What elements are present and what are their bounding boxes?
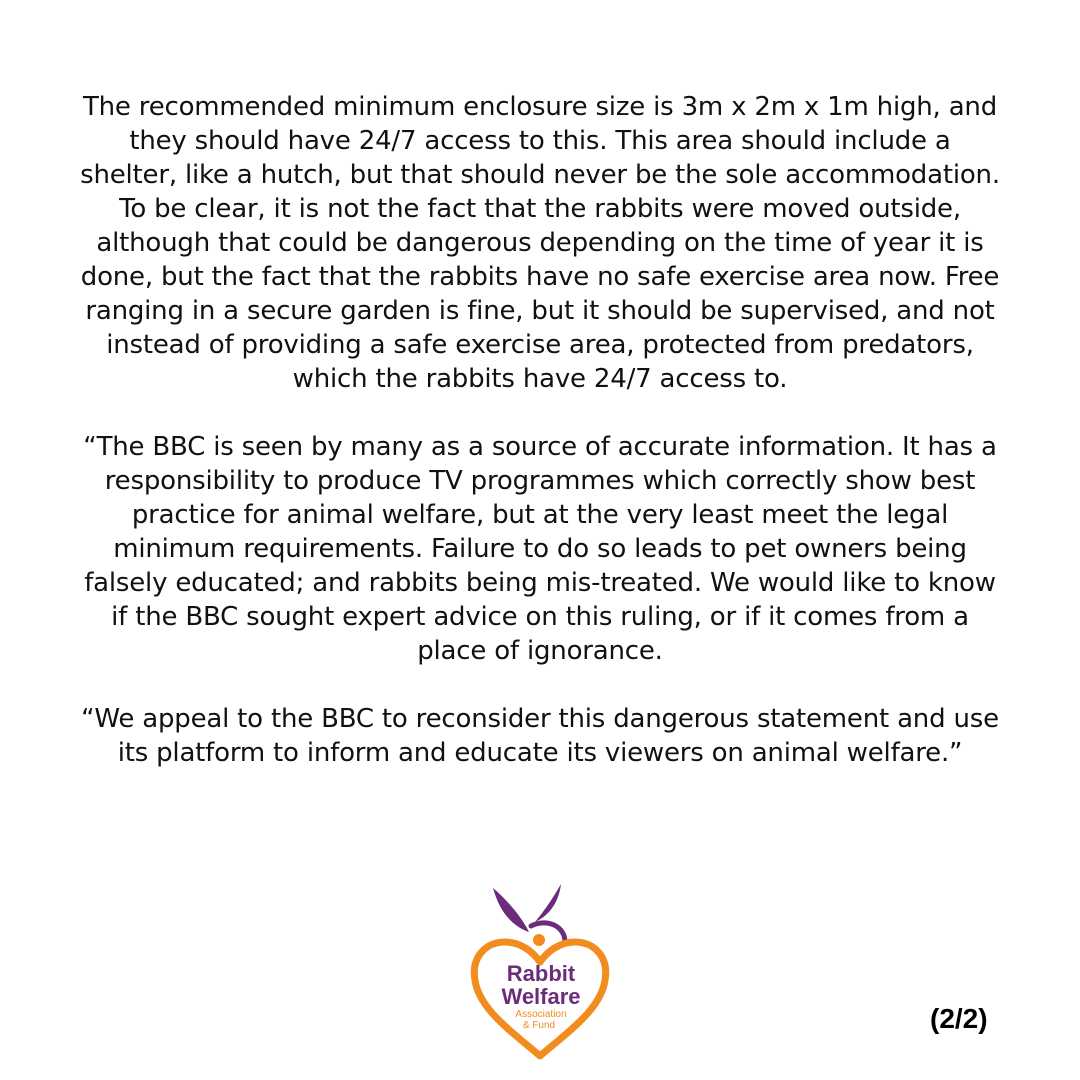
paragraph-gap (80, 396, 1000, 430)
rabbit-ear-right-icon (535, 884, 561, 922)
logo-line-association: Association (515, 1009, 567, 1020)
paragraph-gap (80, 668, 1000, 702)
logo-line-rabbit: Rabbit (506, 961, 576, 986)
rabbit-nose-icon (533, 934, 545, 946)
rabbit-ear-left-icon (493, 888, 529, 932)
logo-line-fund: & Fund (522, 1020, 556, 1031)
page-indicator: (2/2) (930, 1003, 988, 1034)
article-body (80, 90, 1000, 770)
rabbit-welfare-logo (465, 880, 615, 1064)
paragraph-enclosure: The recommended minimum enclosure size is 3m x 2m x 1m high, and they should have 24/7 access to this. This area should include a shelter, like a hutch, but that should never be the sole accommodation. To be clear, it is not the fact that the rabbits were moved outside, although that could be dangerous depending on the time of year it is done, but the fact that the rabbits have no safe exercise area now. Free ranging in a secure garden is fine, but it should be supervised, and not instead of providing a safe exercise area, protected from predators, which the rabbits have 24/7 access to. (80, 92, 1000, 394)
paragraph-appeal: “We appeal to the BBC to reconsider this dangerous statement and use its platform to inform and educate its viewers on animal welfare.” (81, 704, 999, 768)
logo-line-welfare: Welfare (501, 984, 581, 1009)
paragraph-bbc-responsibility: “The BBC is seen by many as a source of accurate information. It has a responsibility to produce TV programmes which correctly show best practice for animal welfare, but at the very least meet the legal minimum requirements. Failure to do so leads to pet owners being falsely educated; and rabbits being mis-treated. We would like to know if the BBC sought expert advice on this ruling, or if it comes from a place of ignorance. (83, 432, 997, 666)
